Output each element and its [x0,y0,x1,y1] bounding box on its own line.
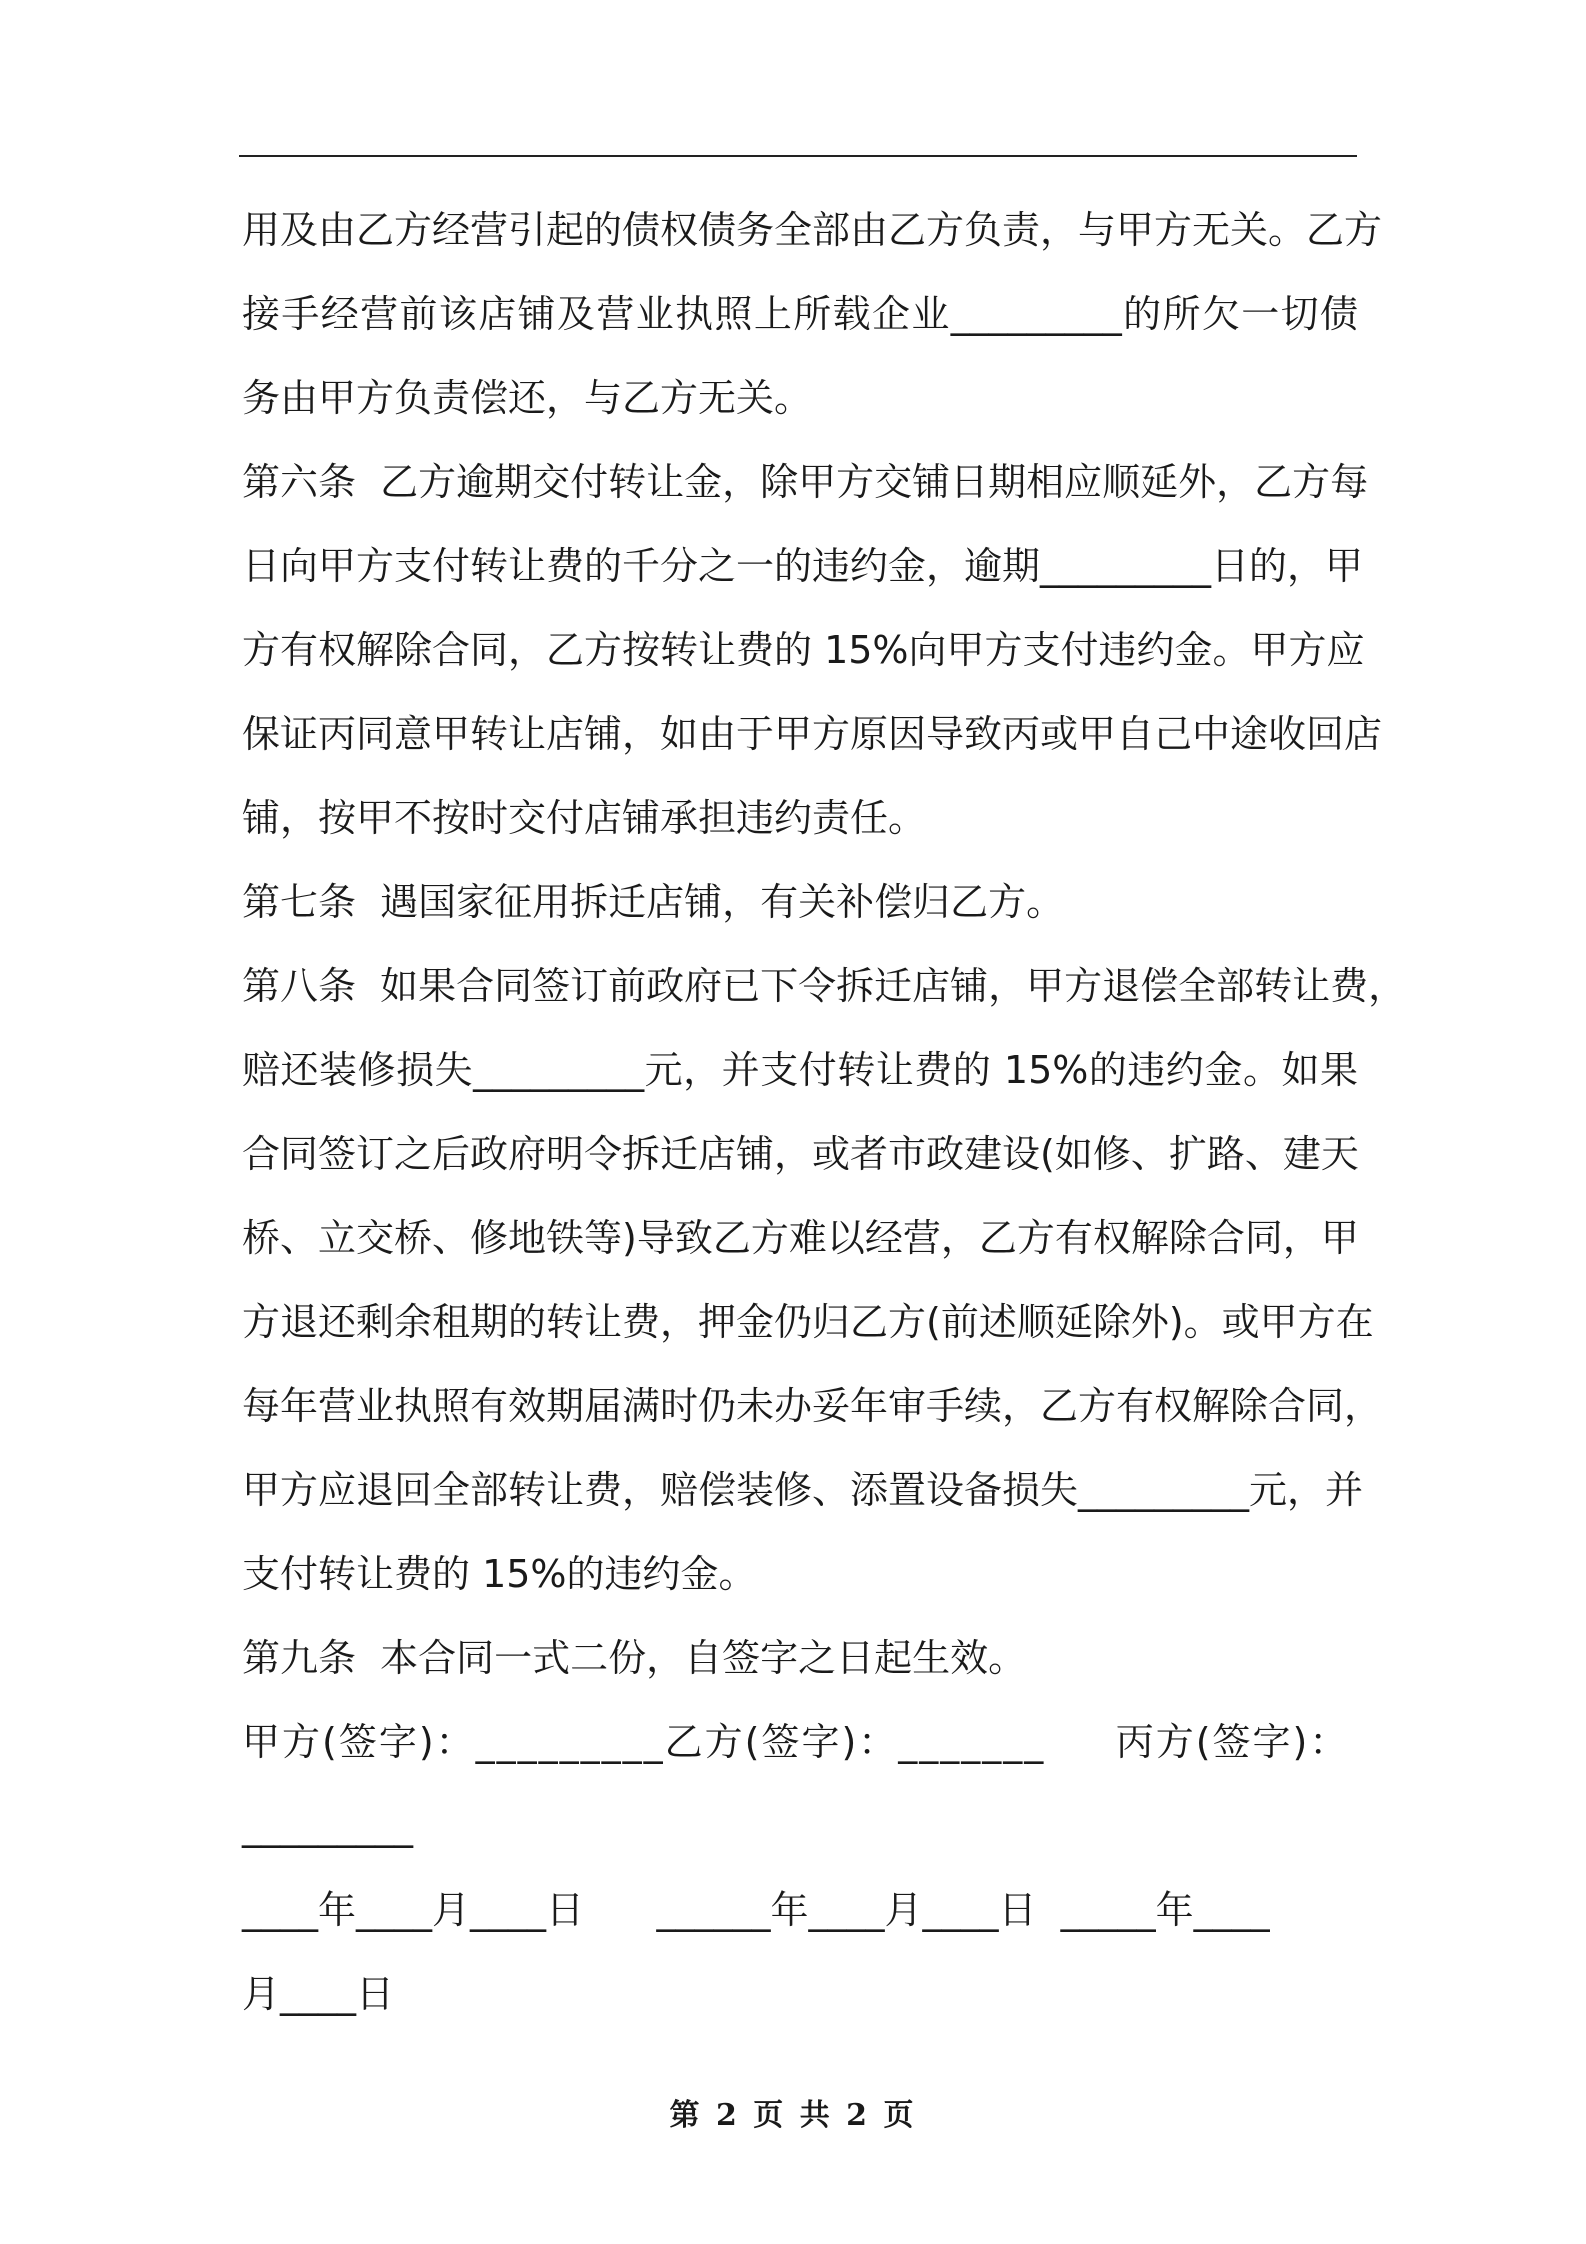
article-6-line-1: 第六条 乙方逾期交付转让金，除甲方交铺日期相应顺延外，乙方每 [242,460,1369,504]
article-6-line-4: 保证丙同意甲转让店铺，如由于甲方原因导致丙或甲自己中途收回店 [242,712,1383,756]
article-6-line-2: 日向甲方支付转让费的千分之一的违约金，逾期_________日的，甲 [242,544,1364,588]
date-line-continued: 月____日 [242,1972,395,2016]
signature-line: 甲方(签字)：_________乙方(签字)：_______ 丙方(签字)： [242,1720,1350,1764]
body-line-1: 用及由乙方经营引起的债权债务全部由乙方负责，与甲方无关。乙方 [242,208,1383,252]
article-6-line-3: 方有权解除合同，乙方按转让费的 15%向甲方支付违约金。甲方应 [242,628,1365,672]
date-line: ____年____月____日 ______年____月____日 _____年____ [242,1888,1270,1932]
article-8-line-1: 第八条 如果合同签订前政府已下令拆迁店铺，甲方退偿全部转让费， [242,964,1407,1008]
article-8-line-6: 每年营业执照有效期届满时仍未办妥年审手续，乙方有权解除合同， [242,1384,1383,1428]
signature-blank: _________ [242,1804,413,1848]
article-8-line-7: 甲方应退回全部转让费，赔偿装修、添置设备损失_________元，并 [242,1468,1364,1512]
article-8-line-3: 合同签订之后政府明令拆迁店铺，或者市政建设(如修、扩路、建天 [242,1132,1359,1176]
article-8-line-8: 支付转让费的 15%的违约金。 [242,1552,757,1596]
article-8-line-4: 桥、立交桥、修地铁等)导致乙方难以经营，乙方有权解除合同，甲 [242,1216,1359,1260]
article-9-line-1: 第九条 本合同一式二份，自签字之日起生效。 [242,1636,1027,1680]
article-6-line-5: 铺，按甲不按时交付店铺承担违约责任。 [242,796,927,840]
body-line-3: 务由甲方负责偿还，与乙方无关。 [242,376,813,420]
body-line-2: 接手经营前该店铺及营业执照上所载企业_________的所欠一切债 [242,292,1358,336]
header-divider [239,155,1357,157]
article-7-line-1: 第七条 遇国家征用拆迁店铺，有关补偿归乙方。 [242,880,1065,924]
article-8-line-2: 赔还装修损失_________元，并支付转让费的 15%的违约金。如果 [242,1048,1358,1092]
page-indicator: 第 2 页 共 2 页 [669,2098,917,2133]
article-8-line-5: 方退还剩余租期的转让费，押金仍归乙方(前述顺延除外)。或甲方在 [242,1300,1374,1344]
